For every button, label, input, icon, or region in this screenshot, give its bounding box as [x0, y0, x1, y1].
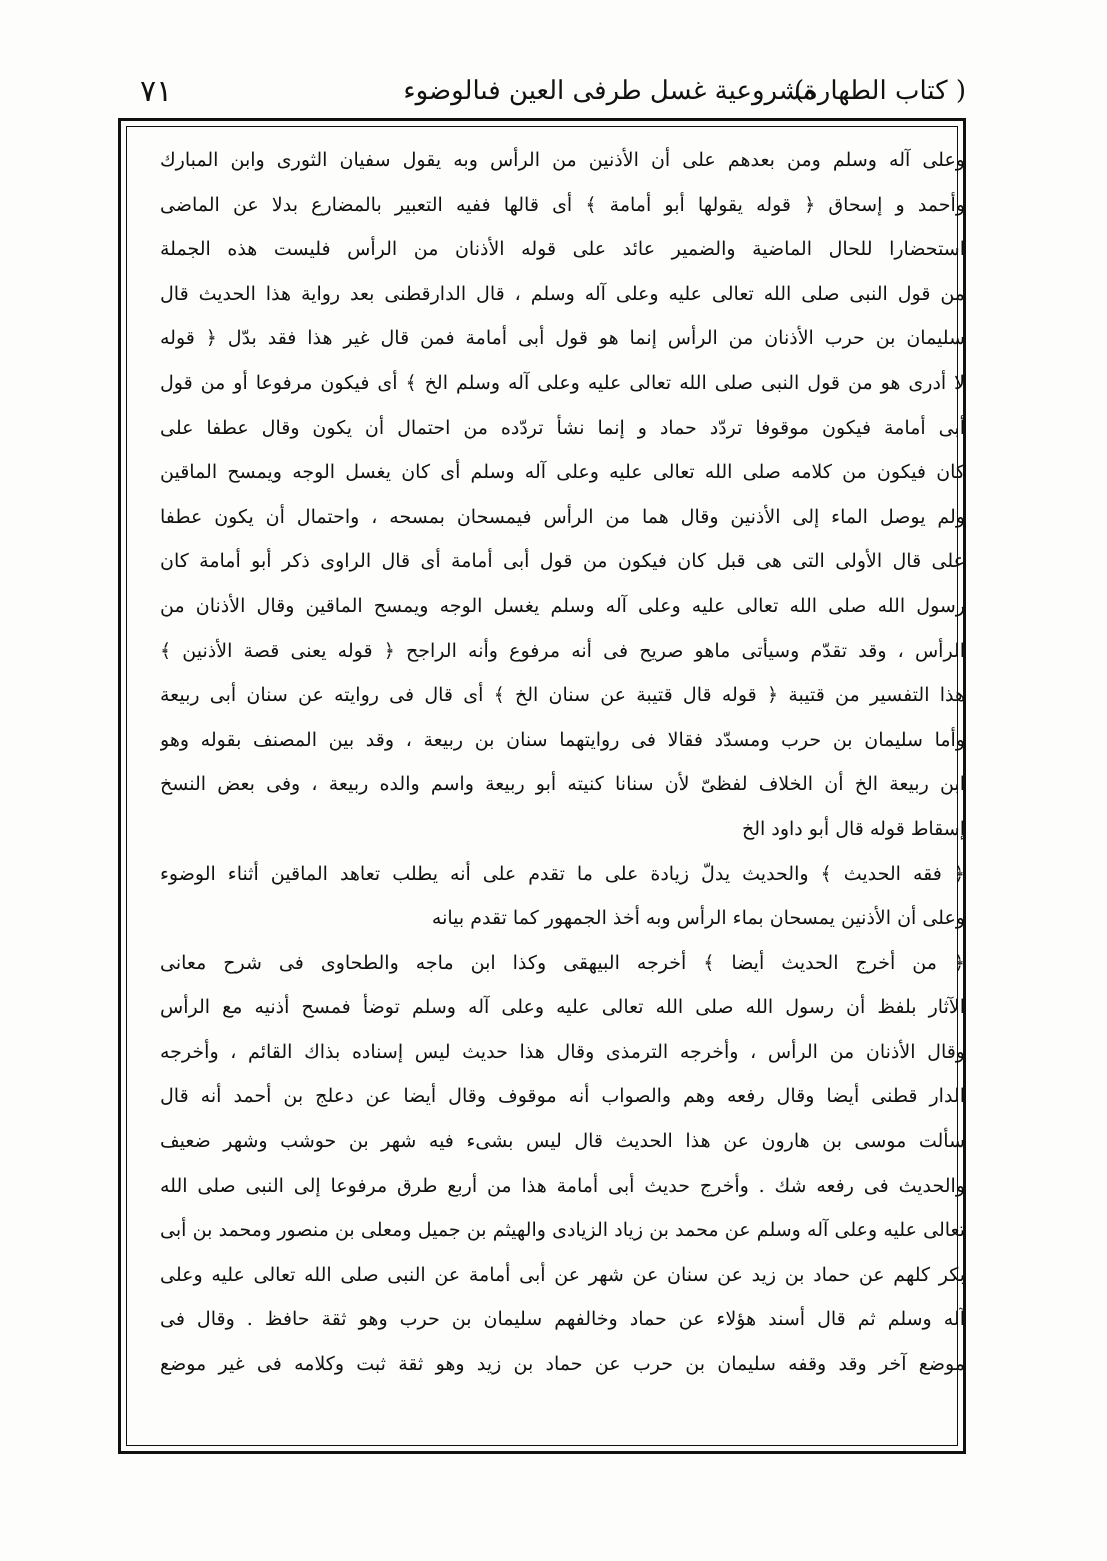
text-line: وأحمد و إسحاق ﴿ قوله يقولها أبو أمامة ﴾ أى قالها ففيه التعبير بالمضارع بدلا عن الماضى: [160, 193, 965, 216]
text-line: سألت موسى بن هارون عن هذا الحديث قال ليس بشىء فيه شهر بن حوشب وشهر ضعيف: [160, 1130, 965, 1153]
text-line: وعلى آله وسلم ومن بعدهم على أن الأذنين من الرأس وبه يقول سفيان الثورى وابن المبارك: [160, 149, 965, 171]
text-line: ابن ربيعة الخ أن الخلاف لفظىّ لأن سنانا كنيته أبو ربيعة واسم والده ربيعة ، وفى بعض النسخ: [160, 773, 965, 796]
text-line: الرأس ، وقد تقدّم وسيأتى ماهو صريح فى أنه مرفوع وأنه الراجح ﴿ قوله يعنى قصة الأذنين ﴾: [160, 639, 965, 662]
text-line: على قال الأولى التى هى قبل كان فيكون من قول أبى أمامة أى قال الراوى ذكر أبو أمامة كان: [160, 550, 965, 573]
text-line: إسقاط قوله قال أبو داود الخ: [741, 817, 965, 840]
text-line: أبى أمامة فيكون موقوفا تردّد حماد و إنما نشأ تردّده من احتمال أن يكون وقال عطفا على: [160, 416, 965, 439]
running-title: مشروعية غسل طرفى العين فىالوضوء: [403, 76, 816, 106]
text-line: استحضارا للحال الماضية والضمير عائد على قوله الأذنان من الرأس فليست هذه الجملة: [160, 238, 965, 261]
text-line: موضع آخر وقد وقفه سليمان بن حرب عن حماد بن زيد وهو ثقة ثبت وكلامه فى غير موضع: [160, 1353, 965, 1376]
text-line: هذا التفسير من قتيبة ﴿ قوله قال قتيبة عن سنان الخ ﴾ أى قال فى روايته عن سنان أبى ربيعة: [160, 684, 965, 707]
text-line: الدار قطنى أيضا وقال رفعه وهم والصواب أنه موقوف وقال أيضا عن دعلج بن أحمد أنه قال: [160, 1085, 965, 1108]
text-line: من قول النبى صلى الله تعالى عليه وعلى آله وسلم ، قال الدارقطنى بعد رواية هذا الحديث قال: [160, 282, 965, 305]
text-line: ﴿ من أخرج الحديث أيضا ﴾ أخرجه البيهقى وكذا ابن ماجه والطحاوى فى شرح معانى: [160, 951, 965, 974]
text-line: وعلى أن الأذنين يمسحان بماء الرأس وبه أخذ الجمهور كما تقدم بيانه: [431, 907, 965, 930]
text-line: لا أدرى هو من قول النبى صلى الله تعالى عليه وعلى آله وسلم الخ ﴾ أى فيكون مرفوعا أو من قول: [160, 371, 965, 394]
page-number: ٧١: [140, 74, 173, 109]
text-line: آله وسلم ثم قال أسند هؤلاء عن حماد وخالفهم سليمان بن حرب وهو ثقة حافظ . وقال فى: [160, 1308, 965, 1331]
text-line: رسول الله صلى الله تعالى عليه وعلى آله وسلم يغسل الوجه ويمسح الماقين وقال الأذنان من: [160, 594, 965, 617]
text-line: وأما سليمان بن حرب ومسدّد فقالا فى روايتهما سنان بن ربيعة ، وقد بين المصنف بقوله وهو: [160, 728, 965, 751]
page-header: [118, 68, 966, 116]
text-line: تعالى عليه وعلى آله وسلم عن محمد بن زياد الزيادى والهيثم بن جميل ومعلى بن منصور ومحمد بن أبى: [160, 1219, 965, 1242]
body-text: [160, 138, 965, 1387]
text-line: ولم يوصل الماء إلى الأذنين وقال هما من الرأس فيمسحان بمسحه ، واحتمال أن يكون عطفا: [160, 505, 965, 528]
text-line: سليمان بن حرب الأذنان من الرأس إنما هو قول أبى أمامة فمن قال غير هذا فقد بدّل ﴿ قوله: [160, 327, 965, 350]
text-line: بكر كلهم عن حماد بن زيد عن سنان عن شهر عن أبى أمامة عن النبى صلى الله تعالى عليه وعلى: [160, 1263, 965, 1286]
text-line: والحديث فى رفعه شك . وأخرج حديث أبى أمامة هذا من أربع طرق مرفوعا إلى النبى صلى الله: [160, 1174, 965, 1197]
text-line: وقال الأذنان من الرأس ، وأخرجه الترمذى وقال هذا حديث ليس إسناده بذاك القائم ، وأخرجه: [160, 1040, 965, 1063]
text-line: ﴿ فقه الحديث ﴾ والحديث يدلّ زيادة على ما تقدم على أنه يطلب تعاهد الماقين أثناء الوضوء: [160, 862, 965, 885]
text-line: كان فيكون من كلامه صلى الله تعالى عليه وعلى آله وسلم أى كان يغسل الوجه ويمسح الماقين: [160, 461, 965, 484]
book-title: ( كتاب الطهارة): [794, 76, 966, 106]
text-line: الآثار بلفظ أن رسول الله صلى الله تعالى عليه وعلى آله وسلم توضأ فمسح أذنيه مع الرأس: [160, 996, 965, 1019]
